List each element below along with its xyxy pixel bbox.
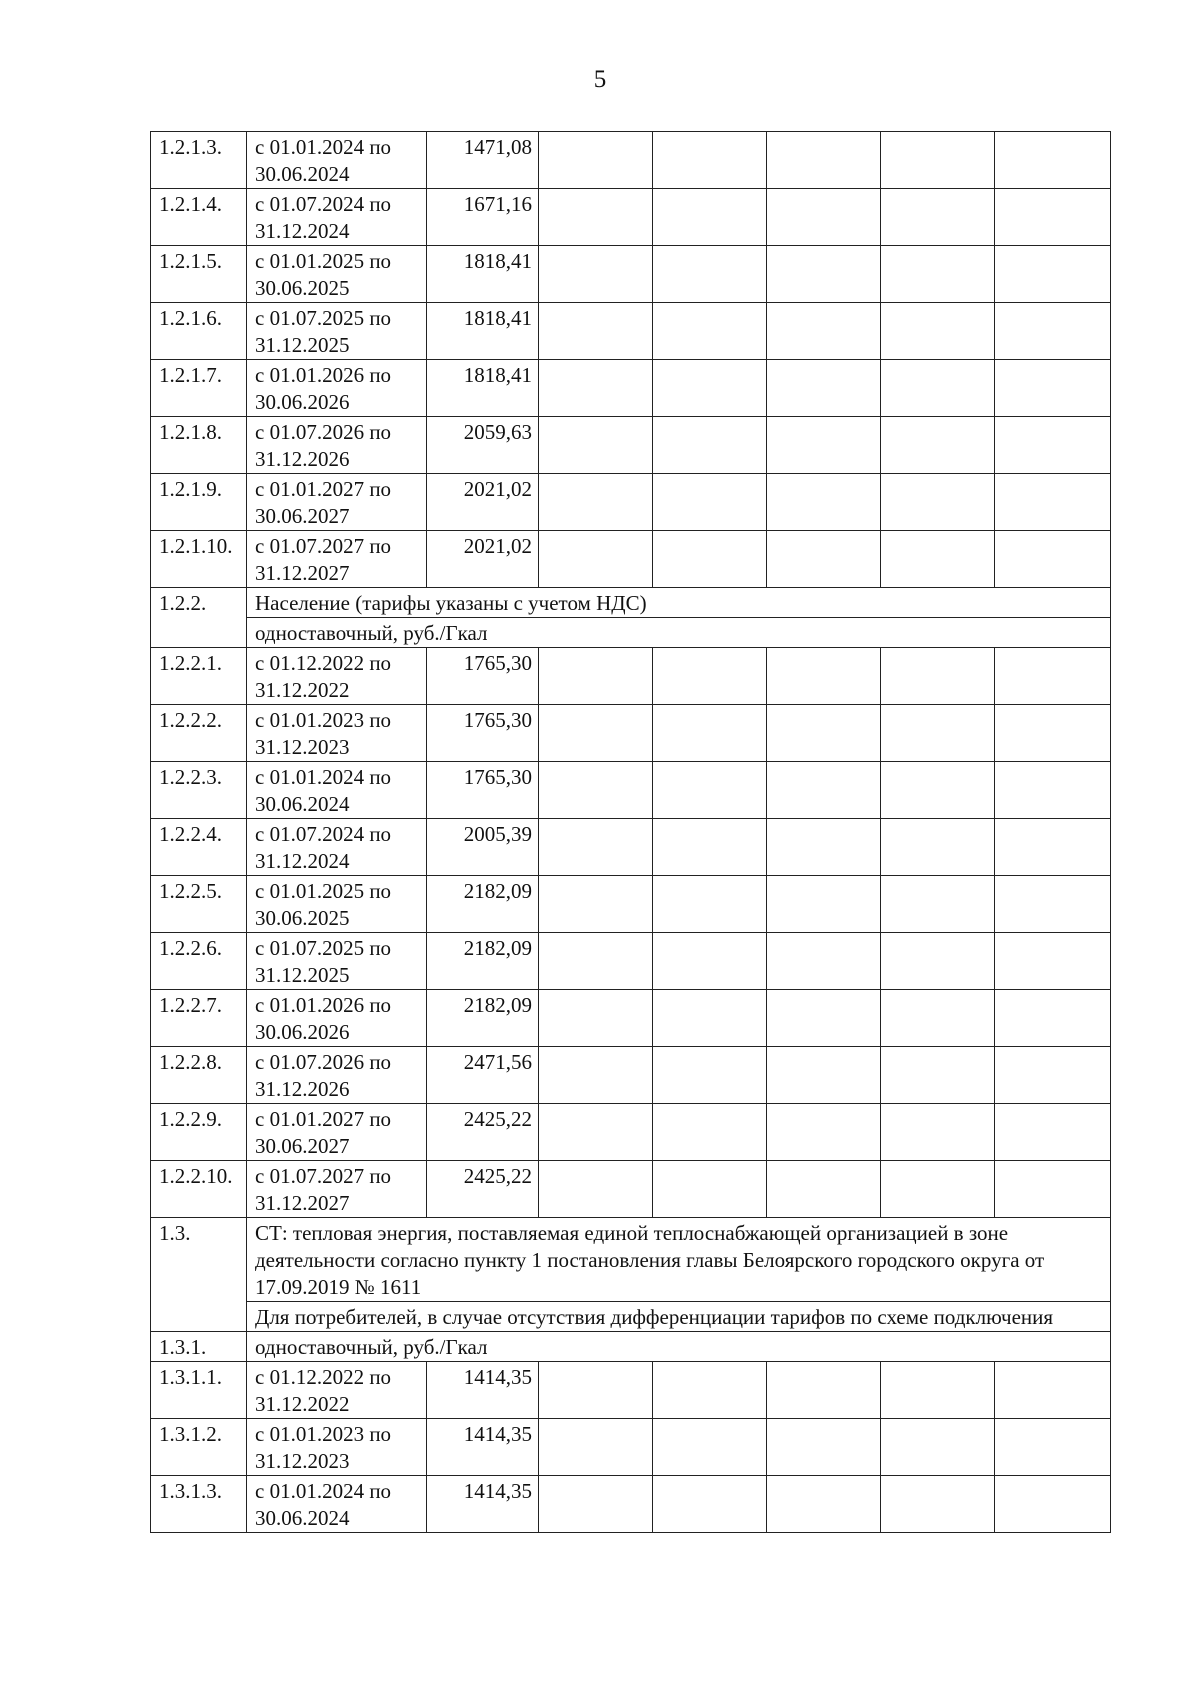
table-row [151,648,1111,705]
period-end: 30.06.2024 [255,162,350,186]
empty-cell [881,648,995,705]
period-end: 31.12.2026 [255,1077,350,1101]
period-end: 30.06.2027 [255,504,350,528]
period-cell [247,1419,427,1476]
table-row [151,246,1111,303]
row-number: 1.2.2.5. [151,876,247,933]
tariff-value: 1414,35 [427,1476,539,1533]
empty-cell [767,876,881,933]
empty-cell [653,819,767,876]
empty-cell [539,1104,653,1161]
empty-cell [995,1161,1111,1218]
empty-cell [767,648,881,705]
section-consumers-row [151,1302,1111,1332]
empty-cell [539,876,653,933]
table-row [151,417,1111,474]
period-end: 31.12.2025 [255,963,350,987]
empty-cell [653,762,767,819]
empty-cell [881,531,995,588]
period-start: с 01.01.2026 по [255,993,392,1017]
tariff-value: 2425,22 [427,1161,539,1218]
empty-cell [995,189,1111,246]
empty-cell [539,189,653,246]
table-row [151,705,1111,762]
period-start: с 01.07.2027 по [255,534,392,558]
row-number: 1.2.2.6. [151,933,247,990]
empty-cell [767,705,881,762]
tariff-value: 2005,39 [427,819,539,876]
period-start: с 01.07.2024 по [255,192,392,216]
period-end: 31.12.2025 [255,333,350,357]
period-cell [247,876,427,933]
page-number: 5 [593,66,607,93]
period-end: 31.12.2022 [255,678,350,702]
empty-cell [881,1419,995,1476]
period-start: с 01.01.2023 по [255,708,392,732]
table-row [151,303,1111,360]
row-number: 1.2.2.8. [151,1047,247,1104]
empty-cell [653,876,767,933]
tariff-value: 2182,09 [427,990,539,1047]
tariff-value: 1818,41 [427,246,539,303]
empty-cell [539,531,653,588]
row-number: 1.2.1.7. [151,360,247,417]
empty-cell [653,303,767,360]
empty-cell [653,705,767,762]
empty-cell [539,990,653,1047]
empty-cell [653,531,767,588]
empty-cell [767,132,881,189]
period-end: 31.12.2027 [255,1191,350,1215]
empty-cell [881,303,995,360]
empty-cell [995,531,1111,588]
table-row [151,1047,1111,1104]
row-number: 1.2.2.1. [151,648,247,705]
empty-cell [653,1419,767,1476]
empty-cell [995,990,1111,1047]
empty-cell [767,1362,881,1419]
section-rate-row [151,618,1111,648]
row-number: 1.2.1.6. [151,303,247,360]
empty-cell [881,1476,995,1533]
empty-cell [539,1047,653,1104]
empty-cell [881,1362,995,1419]
empty-cell [653,1104,767,1161]
section-text: СТ: тепловая энергия, поставляемая единой теплоснабжающей организацией в зоне деятельности согласно пункту 1 постановления главы Белоярского городского округа от 17.09.2019 № 1611 [247,1218,1111,1302]
empty-cell [995,933,1111,990]
row-number: 1.2.1.8. [151,417,247,474]
tariff-value: 1765,30 [427,762,539,819]
row-number: 1.2.2.7. [151,990,247,1047]
period-cell [247,132,427,189]
empty-cell [653,1161,767,1218]
table-row [151,1104,1111,1161]
empty-cell [881,1047,995,1104]
period-start: с 01.07.2027 по [255,1164,392,1188]
empty-cell [881,1161,995,1218]
tariff-value: 1818,41 [427,360,539,417]
empty-cell [653,990,767,1047]
period-start: с 01.07.2025 по [255,306,392,330]
period-start: с 01.07.2024 по [255,822,392,846]
period-end: 31.12.2027 [255,561,350,585]
tariff-value: 2182,09 [427,876,539,933]
empty-cell [653,1362,767,1419]
period-cell [247,1362,427,1419]
tariff-table [150,131,1111,1533]
empty-cell [995,417,1111,474]
row-number: 1.2.1.3. [151,132,247,189]
period-start: с 01.01.2024 по [255,135,392,159]
empty-cell [653,648,767,705]
period-end: 31.12.2024 [255,849,350,873]
tariff-value: 1765,30 [427,648,539,705]
tariff-value: 2021,02 [427,531,539,588]
table-row [151,990,1111,1047]
empty-cell [881,819,995,876]
period-cell [247,417,427,474]
period-end: 30.06.2024 [255,1506,350,1530]
row-number: 1.3.1.2. [151,1419,247,1476]
period-end: 30.06.2026 [255,1020,350,1044]
tariff-value: 1671,16 [427,189,539,246]
empty-cell [767,762,881,819]
empty-cell [653,1476,767,1533]
empty-cell [767,303,881,360]
empty-cell [767,531,881,588]
empty-cell [767,1104,881,1161]
empty-cell [539,132,653,189]
table-row [151,1476,1111,1533]
section-rate-row [151,1332,1111,1362]
table-row [151,360,1111,417]
period-cell [247,819,427,876]
empty-cell [539,303,653,360]
empty-cell [653,933,767,990]
empty-cell [767,933,881,990]
empty-cell [881,933,995,990]
empty-cell [539,1476,653,1533]
tariff-value: 2059,63 [427,417,539,474]
empty-cell [767,1419,881,1476]
empty-cell [881,360,995,417]
period-end: 30.06.2025 [255,906,350,930]
empty-cell [539,246,653,303]
empty-cell [539,1419,653,1476]
tariff-value: 1818,41 [427,303,539,360]
section-number: 1.3.1. [151,1332,247,1362]
empty-cell [767,246,881,303]
row-number: 1.2.1.4. [151,189,247,246]
empty-cell [767,1047,881,1104]
row-number: 1.2.1.10. [151,531,247,588]
period-cell [247,933,427,990]
empty-cell [539,360,653,417]
empty-cell [881,1104,995,1161]
row-number: 1.3.1.1. [151,1362,247,1419]
period-start: с 01.01.2025 по [255,879,392,903]
empty-cell [539,705,653,762]
empty-cell [767,990,881,1047]
empty-cell [653,132,767,189]
empty-cell [995,1419,1111,1476]
table-row [151,1419,1111,1476]
empty-cell [995,819,1111,876]
period-start: с 01.01.2024 по [255,765,392,789]
period-end: 30.06.2027 [255,1134,350,1158]
period-end: 31.12.2022 [255,1392,350,1416]
empty-cell [995,1476,1111,1533]
empty-cell [995,705,1111,762]
period-end: 31.12.2024 [255,219,350,243]
tariff-value: 1471,08 [427,132,539,189]
section-number: 1.3. [151,1218,247,1332]
tariff-value: 2471,56 [427,1047,539,1104]
empty-cell [539,1362,653,1419]
period-start: с 01.01.2023 по [255,1422,392,1446]
empty-cell [881,132,995,189]
section-header-row [151,1218,1111,1302]
period-start: с 01.07.2026 по [255,420,392,444]
period-cell [247,1476,427,1533]
empty-cell [995,474,1111,531]
section-text: Для потребителей, в случае отсутствия дифференциации тарифов по схеме подключения [247,1302,1111,1332]
period-cell [247,705,427,762]
period-end: 31.12.2023 [255,735,350,759]
empty-cell [767,474,881,531]
tariff-value: 1765,30 [427,705,539,762]
period-cell [247,1047,427,1104]
tariff-value: 1414,35 [427,1362,539,1419]
empty-cell [995,762,1111,819]
empty-cell [881,990,995,1047]
period-start: с 01.01.2025 по [255,249,392,273]
empty-cell [653,360,767,417]
row-number: 1.2.2.10. [151,1161,247,1218]
empty-cell [539,474,653,531]
section-number: 1.2.2. [151,588,247,648]
empty-cell [881,417,995,474]
period-start: с 01.01.2024 по [255,1479,392,1503]
empty-cell [995,246,1111,303]
empty-cell [653,246,767,303]
section-text: одноставочный, руб./Гкал [247,618,1111,648]
period-end: 31.12.2026 [255,447,350,471]
table-row [151,933,1111,990]
row-number: 1.2.1.5. [151,246,247,303]
table-row [151,876,1111,933]
period-cell [247,474,427,531]
section-text: одноставочный, руб./Гкал [247,1332,1111,1362]
row-number: 1.2.2.4. [151,819,247,876]
empty-cell [539,933,653,990]
period-start: с 01.01.2027 по [255,477,392,501]
empty-cell [995,1104,1111,1161]
tariff-table-body [151,132,1111,1533]
empty-cell [539,1161,653,1218]
empty-cell [995,1362,1111,1419]
table-row [151,1362,1111,1419]
row-number: 1.3.1.3. [151,1476,247,1533]
tariff-value: 1414,35 [427,1419,539,1476]
table-row [151,819,1111,876]
row-number: 1.2.1.9. [151,474,247,531]
period-end: 30.06.2025 [255,276,350,300]
period-start: с 01.07.2026 по [255,1050,392,1074]
empty-cell [881,876,995,933]
empty-cell [995,876,1111,933]
period-end: 31.12.2023 [255,1449,350,1473]
table-row [151,762,1111,819]
row-number: 1.2.2.9. [151,1104,247,1161]
empty-cell [767,1476,881,1533]
period-cell [247,1161,427,1218]
row-number: 1.2.2.3. [151,762,247,819]
section-header-row [151,588,1111,618]
empty-cell [881,762,995,819]
period-end: 30.06.2024 [255,792,350,816]
tariff-value: 2425,22 [427,1104,539,1161]
table-row [151,1161,1111,1218]
empty-cell [995,1047,1111,1104]
empty-cell [653,1047,767,1104]
period-start: с 01.07.2025 по [255,936,392,960]
empty-cell [881,705,995,762]
period-cell [247,531,427,588]
empty-cell [767,1161,881,1218]
empty-cell [881,189,995,246]
empty-cell [539,648,653,705]
empty-cell [653,417,767,474]
empty-cell [539,417,653,474]
period-start: с 01.12.2022 по [255,1365,392,1389]
table-row [151,189,1111,246]
period-cell [247,189,427,246]
period-cell [247,648,427,705]
period-end: 30.06.2026 [255,390,350,414]
empty-cell [539,762,653,819]
tariff-value: 2021,02 [427,474,539,531]
empty-cell [995,132,1111,189]
empty-cell [653,474,767,531]
period-cell [247,762,427,819]
period-start: с 01.01.2027 по [255,1107,392,1131]
empty-cell [767,819,881,876]
table-row [151,531,1111,588]
table-row [151,132,1111,189]
period-cell [247,1104,427,1161]
period-cell [247,246,427,303]
empty-cell [881,246,995,303]
empty-cell [881,474,995,531]
tariff-value: 2182,09 [427,933,539,990]
row-number: 1.2.2.2. [151,705,247,762]
empty-cell [767,417,881,474]
empty-cell [995,303,1111,360]
empty-cell [995,648,1111,705]
table-row [151,474,1111,531]
empty-cell [995,360,1111,417]
empty-cell [653,189,767,246]
section-text: Население (тарифы указаны с учетом НДС) [247,588,1111,618]
period-start: с 01.01.2026 по [255,363,392,387]
empty-cell [539,819,653,876]
empty-cell [767,189,881,246]
period-start: с 01.12.2022 по [255,651,392,675]
period-cell [247,990,427,1047]
period-cell [247,360,427,417]
empty-cell [767,360,881,417]
period-cell [247,303,427,360]
